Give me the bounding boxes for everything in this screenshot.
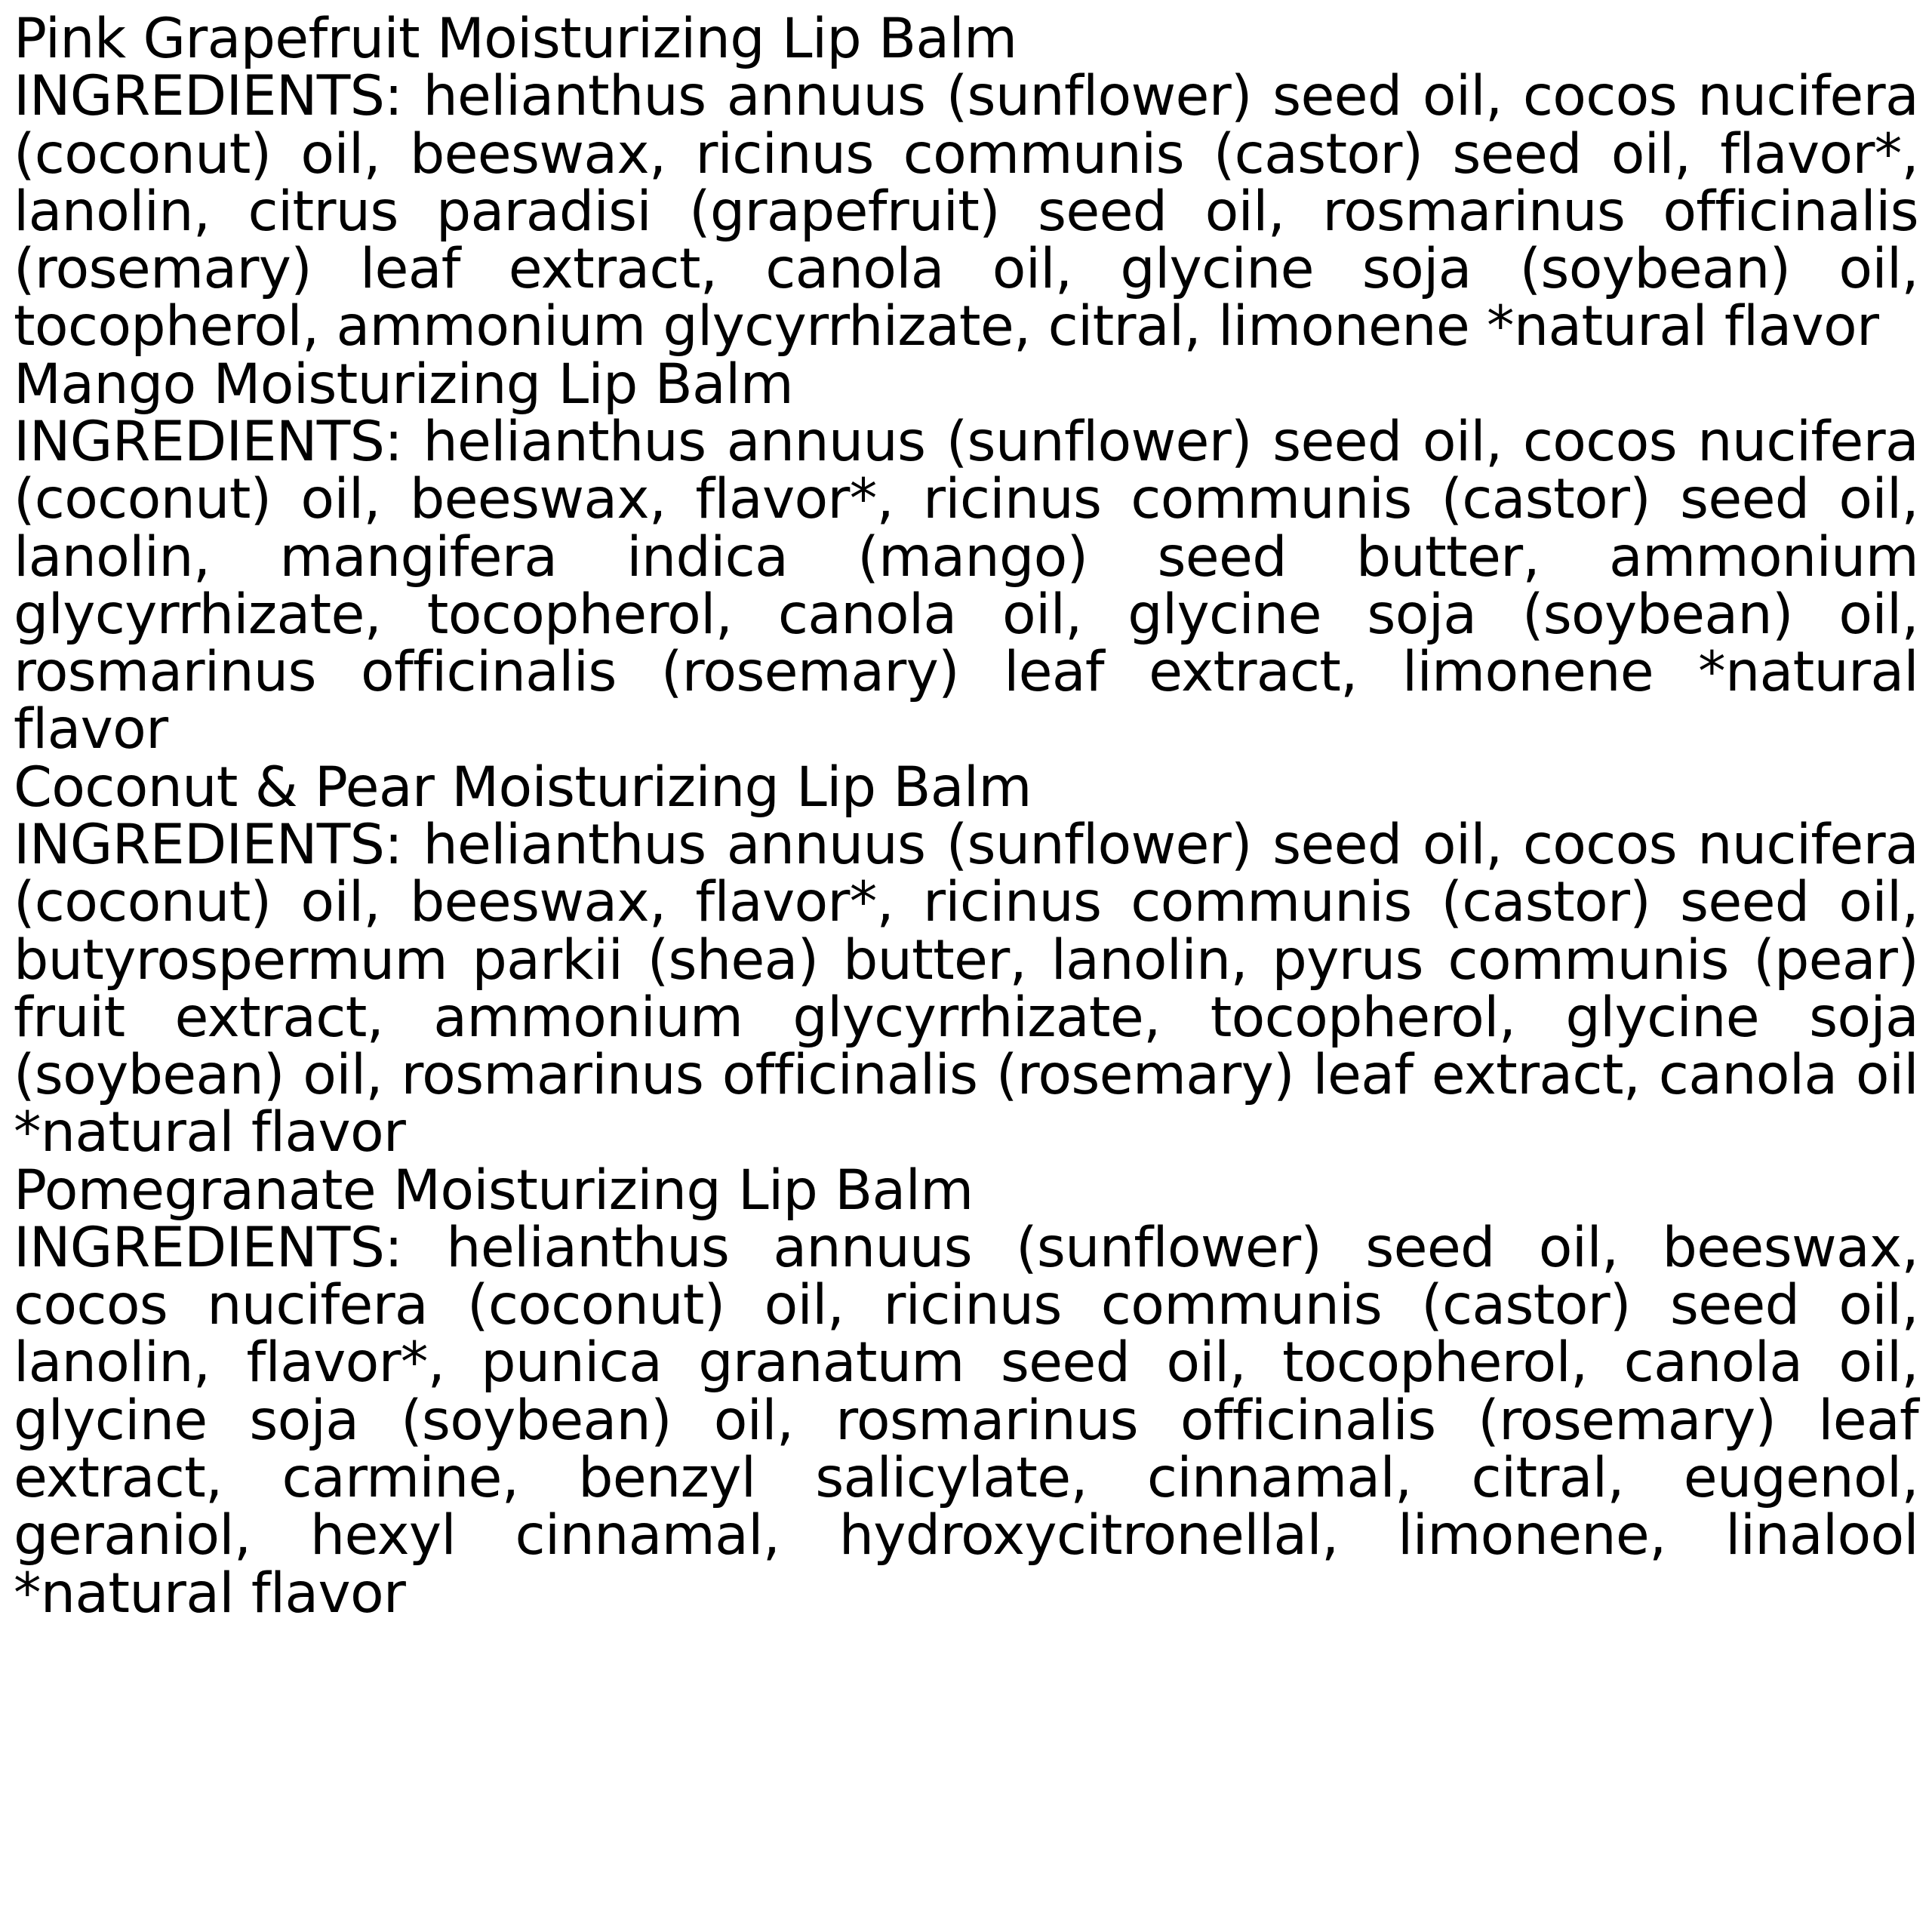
product-ingredients: INGREDIENTS: helianthus annuus (sunflower) seed oil, cocos nucifera (coconut) oil, beeswax, flavor*, ricinus communis (castor) seed oil, butyrospermum parkii (shea) butter, lanolin, pyrus communis (pear) fruit extract, ammonium glycyrrhizate, tocopherol, glycine soja (soybean) oil, rosmarinus officinalis (rosemary) leaf extract, canola oil *natural flavor bbox=[14, 812, 1918, 1165]
product-ingredients: INGREDIENTS: helianthus annuus (sunflower) seed oil, cocos nucifera (coconut) oil, beeswax, flavor*, ricinus communis (castor) seed oil, lanolin, mangifera indica (mango) seed butter, ammonium glycyrrhizate, tocopherol, canola oil, glycine soja (soybean) oil, rosmarinus officinalis (rosemary) leaf extract, limonene *natural flavor bbox=[14, 409, 1918, 762]
product-title: Pomegranate Moisturizing Lip Balm bbox=[14, 1158, 974, 1223]
product-block bbox=[14, 352, 1918, 762]
product-block bbox=[14, 1158, 1918, 1626]
product-title: Pink Grapefruit Moisturizing Lip Balm bbox=[14, 7, 1017, 71]
product-title: Mango Moisturizing Lip Balm bbox=[14, 352, 794, 417]
product-block bbox=[14, 7, 1918, 359]
product-title: Coconut & Pear Moisturizing Lip Balm bbox=[14, 755, 1032, 820]
product-block bbox=[14, 755, 1918, 1165]
product-ingredients: INGREDIENTS: helianthus annuus (sunflower) seed oil, beeswax, cocos nucifera (coconut) oil, ricinus communis (castor) seed oil, lanolin, flavor*, punica granatum seed oil, tocopherol, canola oil, glycine soja (soybean) oil, rosmarinus officinalis (rosemary) leaf extract, carmine, benzyl salicylate, cinnamal, citral, eugenol, geraniol, hexyl cinnamal, hydroxycitronellal, limonene, linalool *natural flavor bbox=[14, 1215, 1918, 1626]
product-ingredients: INGREDIENTS: helianthus annuus (sunflower) seed oil, cocos nucifera (coconut) oil, beeswax, ricinus communis (castor) seed oil, flavor*, lanolin, citrus paradisi (grapefruit) seed oil, rosmarinus officinalis (rosemary) leaf extract, canola oil, glycine soja (soybean) oil, tocopherol, ammonium glycyrrhizate, citral, limonene *natural flavor bbox=[14, 64, 1918, 359]
